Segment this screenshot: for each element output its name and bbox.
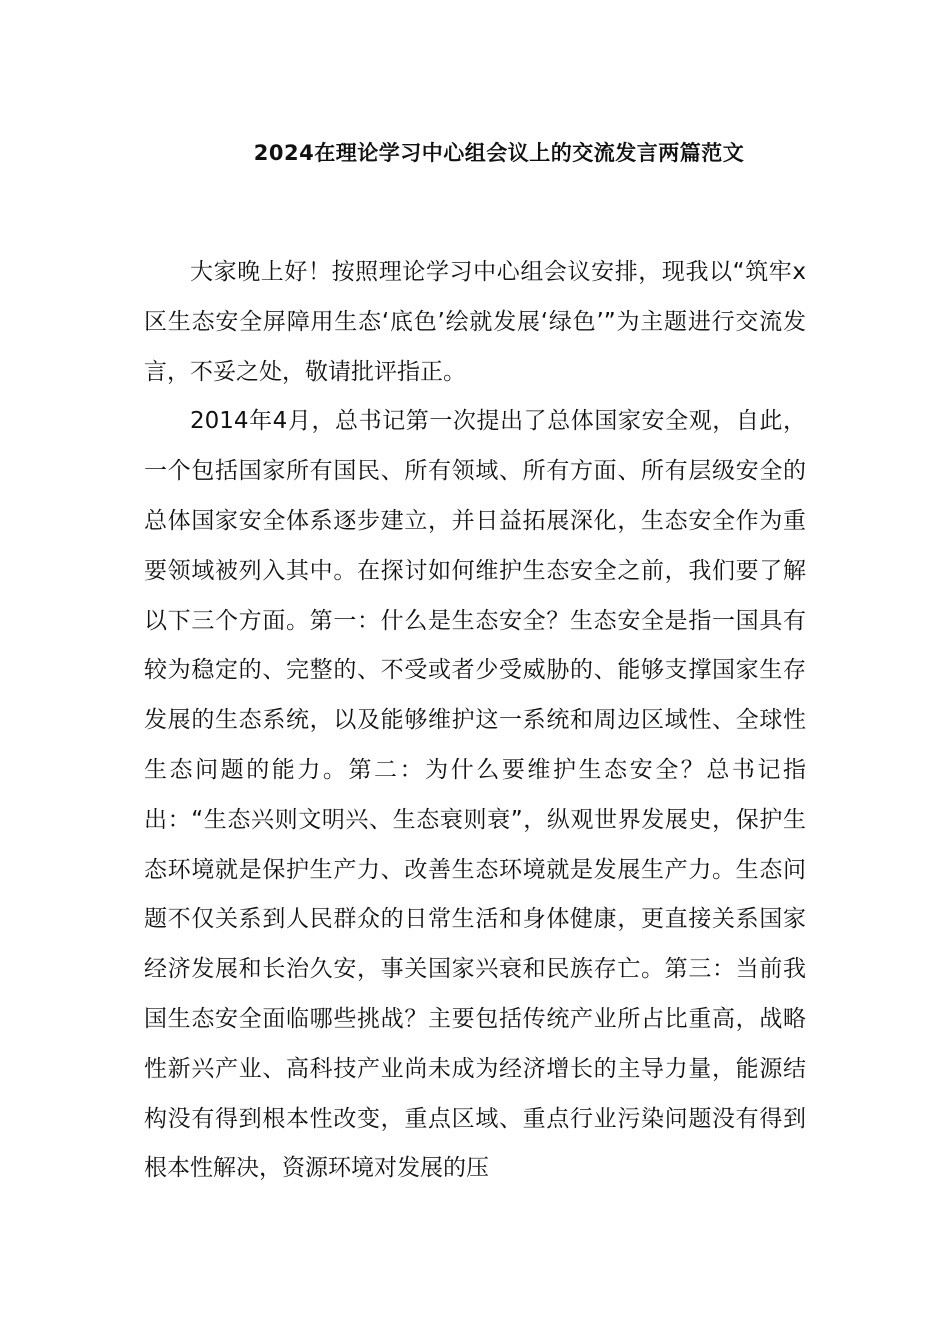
document-title: 2024在理论学习中心组会议上的交流发言两篇范文 [253, 141, 745, 165]
document-body [144, 248, 806, 1194]
paragraph-main: 2014年4月，总书记第一次提出了总体国家安全观，自此，一个包括国家所有国民、所有领域、所有方面、所有层级安全的总体国家安全体系逐步建立，并日益拓展深化，生态安全作为重要领域被列入其中。在探讨如何维护生态安全之前，我们要了解以下三个方面。第一：什么是生态安全？生态安全是指一国具有较为稳定的、完整的、不受或者少受威胁的、能够支撑国家生存发展的生态系统，以及能够维护这一系统和周边区域性、全球性生态问题的能力。第二：为什么要维护生态安全？总书记指出：“生态兴则文明兴、生态衰则衰”，纵观世界发展史，保护生态环境就是保护生产力、改善生态环境就是发展生产力。生态问题不仅关系到人民群众的日常生活和身体健康，更直接关系国家经济发展和长治久安，事关国家兴衰和民族存亡。第三：当前我国生态安全面临哪些挑战？主要包括传统产业所占比重高，战略性新兴产业、高科技产业尚未成为经济增长的主导力量，能源结构没有得到根本性改变，重点区域、重点行业污染问题没有得到根本性解决，资源环境对发展的压 [144, 408, 806, 1182]
paragraph-intro: 大家晚上好！按照理论学习中心组会议安排，现我以“筑牢x区生态安全屏障用生态‘底色’绘就发展‘绿色’”为主题进行交流发言，不妥之处，敬请批评指正。 [144, 259, 806, 385]
